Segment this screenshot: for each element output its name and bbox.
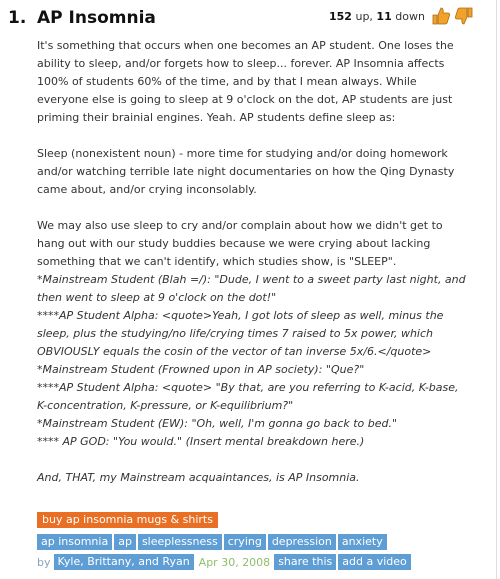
by-label: by <box>37 555 51 569</box>
thumbs-up-icon[interactable] <box>431 6 451 26</box>
example-line: *Mainstream Student (Frowned upon in AP society): "Que?" <box>37 363 365 376</box>
definition-text <box>37 37 467 487</box>
add-video-button[interactable]: add a video <box>338 554 411 570</box>
tag-anxiety[interactable]: anxiety <box>338 534 387 550</box>
example-line: *Mainstream Student (Blah =/): "Dude, I went to a sweet party last night, and then went to sleep at 9 o'clock on the dot!" <box>37 273 466 304</box>
buy-mugs-button[interactable]: buy ap insomnia mugs & shirts <box>37 512 218 528</box>
entry-title[interactable]: AP Insomnia <box>37 8 156 28</box>
closing-line: And, THAT, my Mainstream acquaintances, is AP Insomnia. <box>37 471 360 484</box>
tag-list <box>37 534 389 550</box>
tag-ap[interactable]: ap <box>114 534 136 550</box>
entry-number: 1. <box>8 8 27 28</box>
down-count: 11 <box>376 10 392 23</box>
author-link[interactable]: Kyle, Brittany, and Ryan <box>54 554 194 570</box>
tag-sleeplessness[interactable]: sleeplessness <box>138 534 222 550</box>
definition-paragraph: We may also use sleep to cry and/or complain about how we didn't get to hang out with our study buddies because we were crying about lacking something that we can't identify, which studies show, is "SLEEP". <box>37 219 443 268</box>
example-line: *Mainstream Student (EW): "Oh, well, I'm gonna go back to bed." <box>37 417 398 430</box>
tag-depression[interactable]: depression <box>268 534 336 550</box>
tag-ap-insomnia[interactable]: ap insomnia <box>37 534 112 550</box>
tag-crying[interactable]: crying <box>224 534 266 550</box>
share-button[interactable]: share this <box>274 554 336 570</box>
up-count: 152 <box>329 10 352 23</box>
up-label: up, <box>355 10 373 23</box>
thumbs-down-icon[interactable] <box>454 6 474 26</box>
byline <box>37 554 413 570</box>
vote-counts <box>329 10 425 23</box>
entry-date: Apr 30, 2008 <box>198 555 271 569</box>
example-line: **** AP GOD: "You would." (Insert mental breakdown here.) <box>37 435 365 448</box>
example-line: ****AP Student Alpha: <quote> "By that, are you referring to K-acid, K-base, K-concentration, K-pressure, or K-equilibrium?" <box>37 381 459 412</box>
definition-paragraph: Sleep (nonexistent noun) - more time for studying and/or doing homework and/or watching terrible late night documentaries on how the Qing Dynasty came about, and/or crying inconsolably. <box>37 147 455 196</box>
definition-paragraph: It's something that occurs when one becomes an AP student. One loses the ability to sleep, and/or forgets how to sleep... forever. AP Insomnia affects 100% of students 60% of the time, and by that I mean always. While everyone else is going to sleep at 9 o'clock on the dot, AP students are just priming their brainial engines. Yeah. AP students define sleep as: <box>37 39 454 124</box>
merch-row <box>37 512 220 528</box>
down-label: down <box>395 10 425 23</box>
entry-right-border <box>496 0 497 579</box>
example-line: ****AP Student Alpha: <quote>Yeah, I got lots of sleep as well, minus the sleep, plus the studying/no life/crying times 7 raised to 5x power, which OBVIOUSLY equals the cosin of the vector of tan inverse 5x/6.</quote> <box>37 309 444 358</box>
